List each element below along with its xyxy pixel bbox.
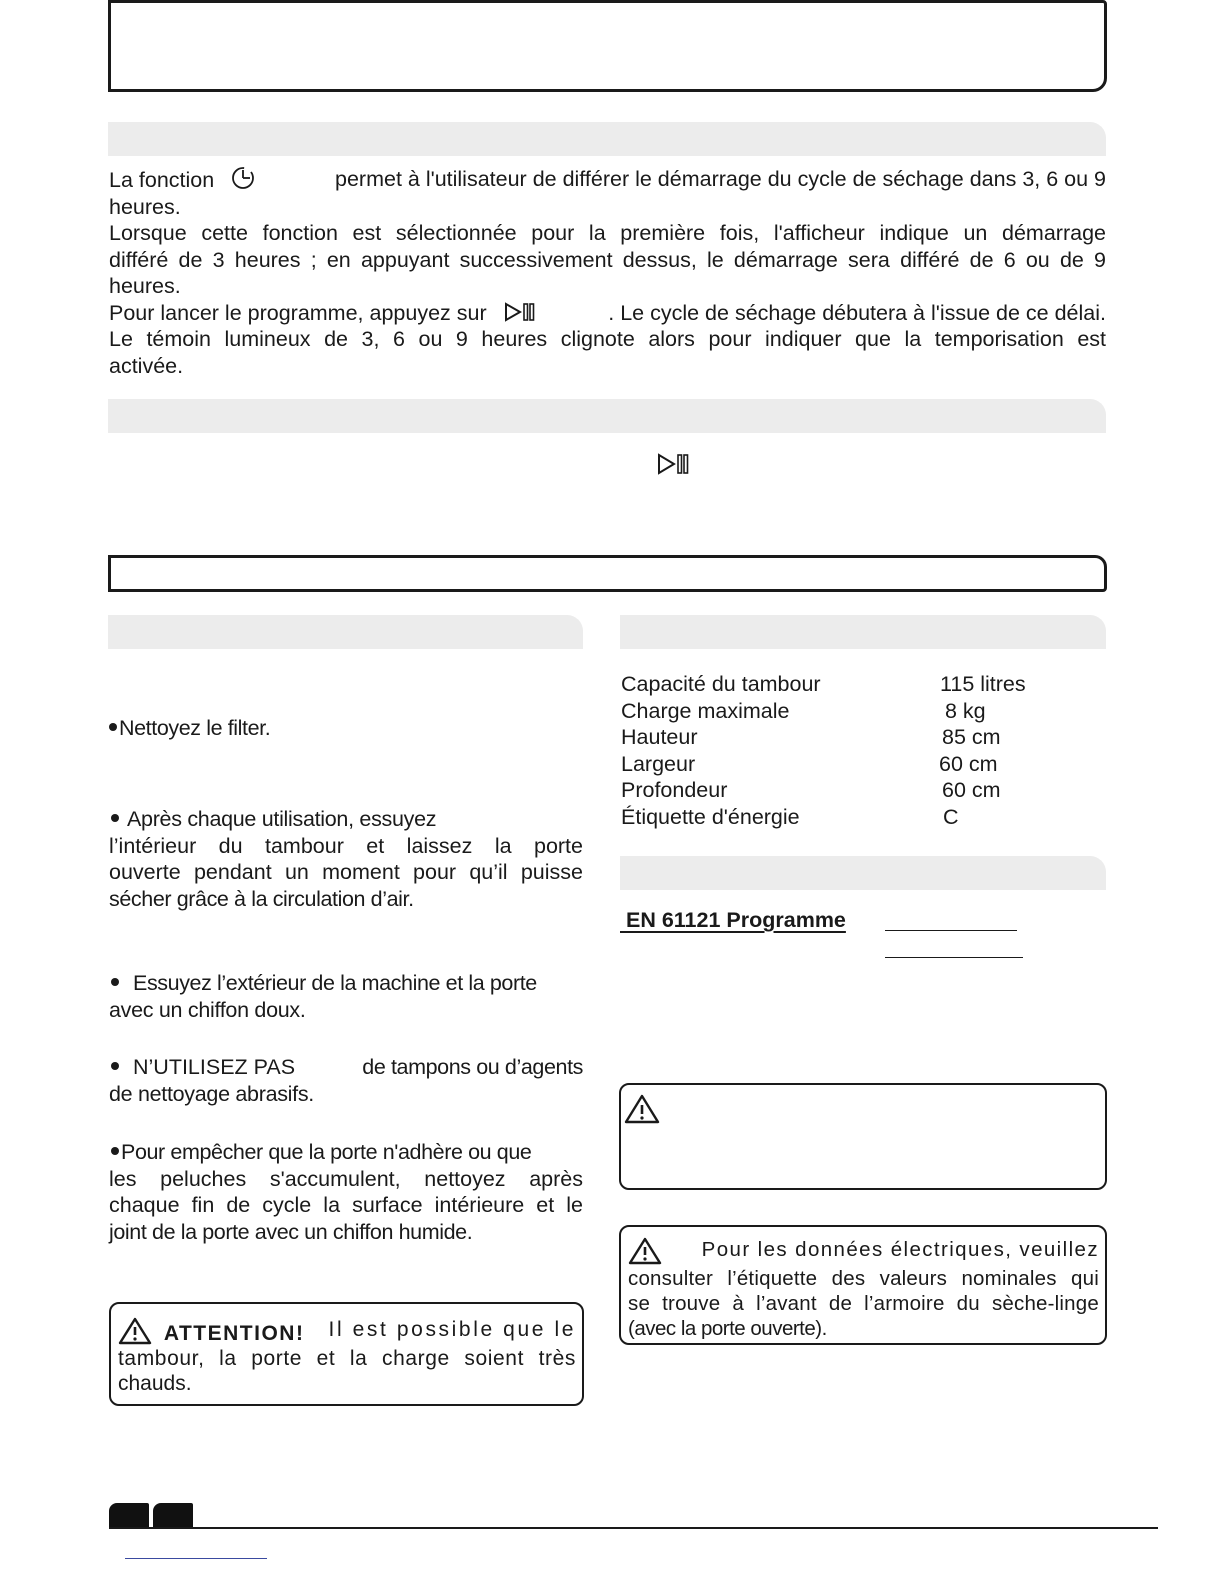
specs-section-bar: [620, 615, 1106, 649]
delay-line-4: différé de 3 heures ; en appuyant successivement dessus, le démarrage sera différé de 6 ou de 9: [109, 247, 1106, 272]
spec-value: C: [943, 804, 959, 829]
electrical-info-box: [619, 1225, 1107, 1345]
attention-line-2: tambour, la porte et la charge soient très: [118, 1347, 576, 1370]
electrical-line-3: se trouve à l’avant de l’armoire du sèche-linge: [628, 1292, 1099, 1315]
footer-rule: [109, 1527, 1158, 1529]
start-pause-icon: [503, 301, 543, 325]
middle-title-box: [108, 555, 1107, 592]
spec-label: Charge maximale: [621, 698, 790, 723]
bullet: [111, 1062, 119, 1070]
delay-line-3: Lorsque cette fonction est sélectionnée pour la première fois, l'afficheur indique un démarrage: [109, 221, 1106, 245]
spec-value: 8 kg: [945, 698, 986, 723]
specs-table: [620, 671, 1106, 836]
spec-value: 60 cm: [942, 778, 1001, 802]
bullet: [109, 723, 117, 731]
cleaning-item-1: Nettoyez le filter.: [109, 715, 583, 742]
en-programme-heading: EN 61121 Programme: [625, 908, 846, 932]
spec-value: 60 cm: [939, 751, 998, 776]
attention-line-1: Il est possible que le: [328, 1318, 576, 1341]
delay-line-2: heures.: [109, 194, 181, 219]
footer-link-line: [125, 1558, 267, 1559]
cleaning-item-2: Après chaque utilisation, essuyez l’intérieur du tambour et laissez la porte ouverte pendant un moment pour qu’il puisse sécher grâce à la circulation d’air.: [109, 807, 583, 911]
page-number-tab-right: [153, 1503, 193, 1529]
warning-box-empty: [619, 1083, 1107, 1190]
delay-clock-icon: [230, 168, 258, 192]
programme-section-bar: [620, 856, 1106, 890]
attention-label: ATTENTION!: [163, 1322, 305, 1345]
attention-line-3: chauds.: [118, 1372, 192, 1395]
start-pause-icon-standalone: [657, 452, 693, 478]
bullet: [111, 1147, 119, 1155]
electrical-line-4: (avec la porte ouverte).: [628, 1317, 827, 1340]
cleaning-item-3: Essuyez l’extérieur de la machine et la porte avec un chiffon doux.: [109, 971, 537, 1022]
spec-label: Capacité du tambour: [621, 672, 821, 696]
spec-value: 85 cm: [942, 725, 1001, 749]
page-number-tab-left: [109, 1503, 149, 1529]
warning-icon: [118, 1322, 158, 1345]
spec-label: Hauteur: [621, 725, 698, 749]
bullet: [111, 814, 119, 822]
delay-line-7: Le témoin lumineux de 3, 6 ou 9 heures clignote alors pour indiquer que la temporisation est: [109, 327, 1106, 351]
warning-icon: [628, 1237, 662, 1266]
attention-box: [109, 1302, 584, 1406]
spec-value: 115 litres: [940, 672, 1026, 696]
programme-blank-line-2: [885, 957, 1023, 958]
warning-icon: [624, 1094, 660, 1126]
programme-blank-line-1: [885, 930, 1017, 931]
cleaning-item-4: N’UTILISEZ PAS de tampons ou d’agents de nettoyage abrasifs.: [109, 1055, 583, 1106]
second-section-bar: [108, 399, 1106, 433]
delay-section-bar: [108, 122, 1106, 156]
delay-line-1: La fonction permet à l'utilisateur de différer le démarrage du cycle de séchage dans 3, 6 ou 9: [109, 167, 1106, 192]
delay-section-text: [109, 166, 1106, 379]
cleaning-item-5: Pour empêcher que la porte n'adhère ou que les peluches s'accumulent, nettoyez après chaque fin de cycle la surface intérieure et le joint de la porte avec un chiffon humide.: [109, 1140, 583, 1244]
delay-line-8: activée.: [109, 353, 184, 378]
top-title-box: [108, 0, 1107, 92]
spec-label: Largeur: [621, 751, 696, 776]
cleaning-section-bar: [108, 615, 583, 649]
delay-line-6: Pour lancer le programme, appuyez sur . Le cycle de séchage débutera à l'issue de ce délai.: [109, 300, 1106, 325]
spec-label: Profondeur: [621, 778, 728, 802]
electrical-line-1: Pour les données électriques, veuillez: [701, 1238, 1099, 1261]
electrical-line-2: consulter l’étiquette des valeurs nominales qui: [628, 1267, 1099, 1290]
delay-line-5: heures.: [109, 274, 181, 298]
spec-label: Étiquette d'énergie: [621, 804, 800, 829]
bullet: [111, 978, 119, 986]
